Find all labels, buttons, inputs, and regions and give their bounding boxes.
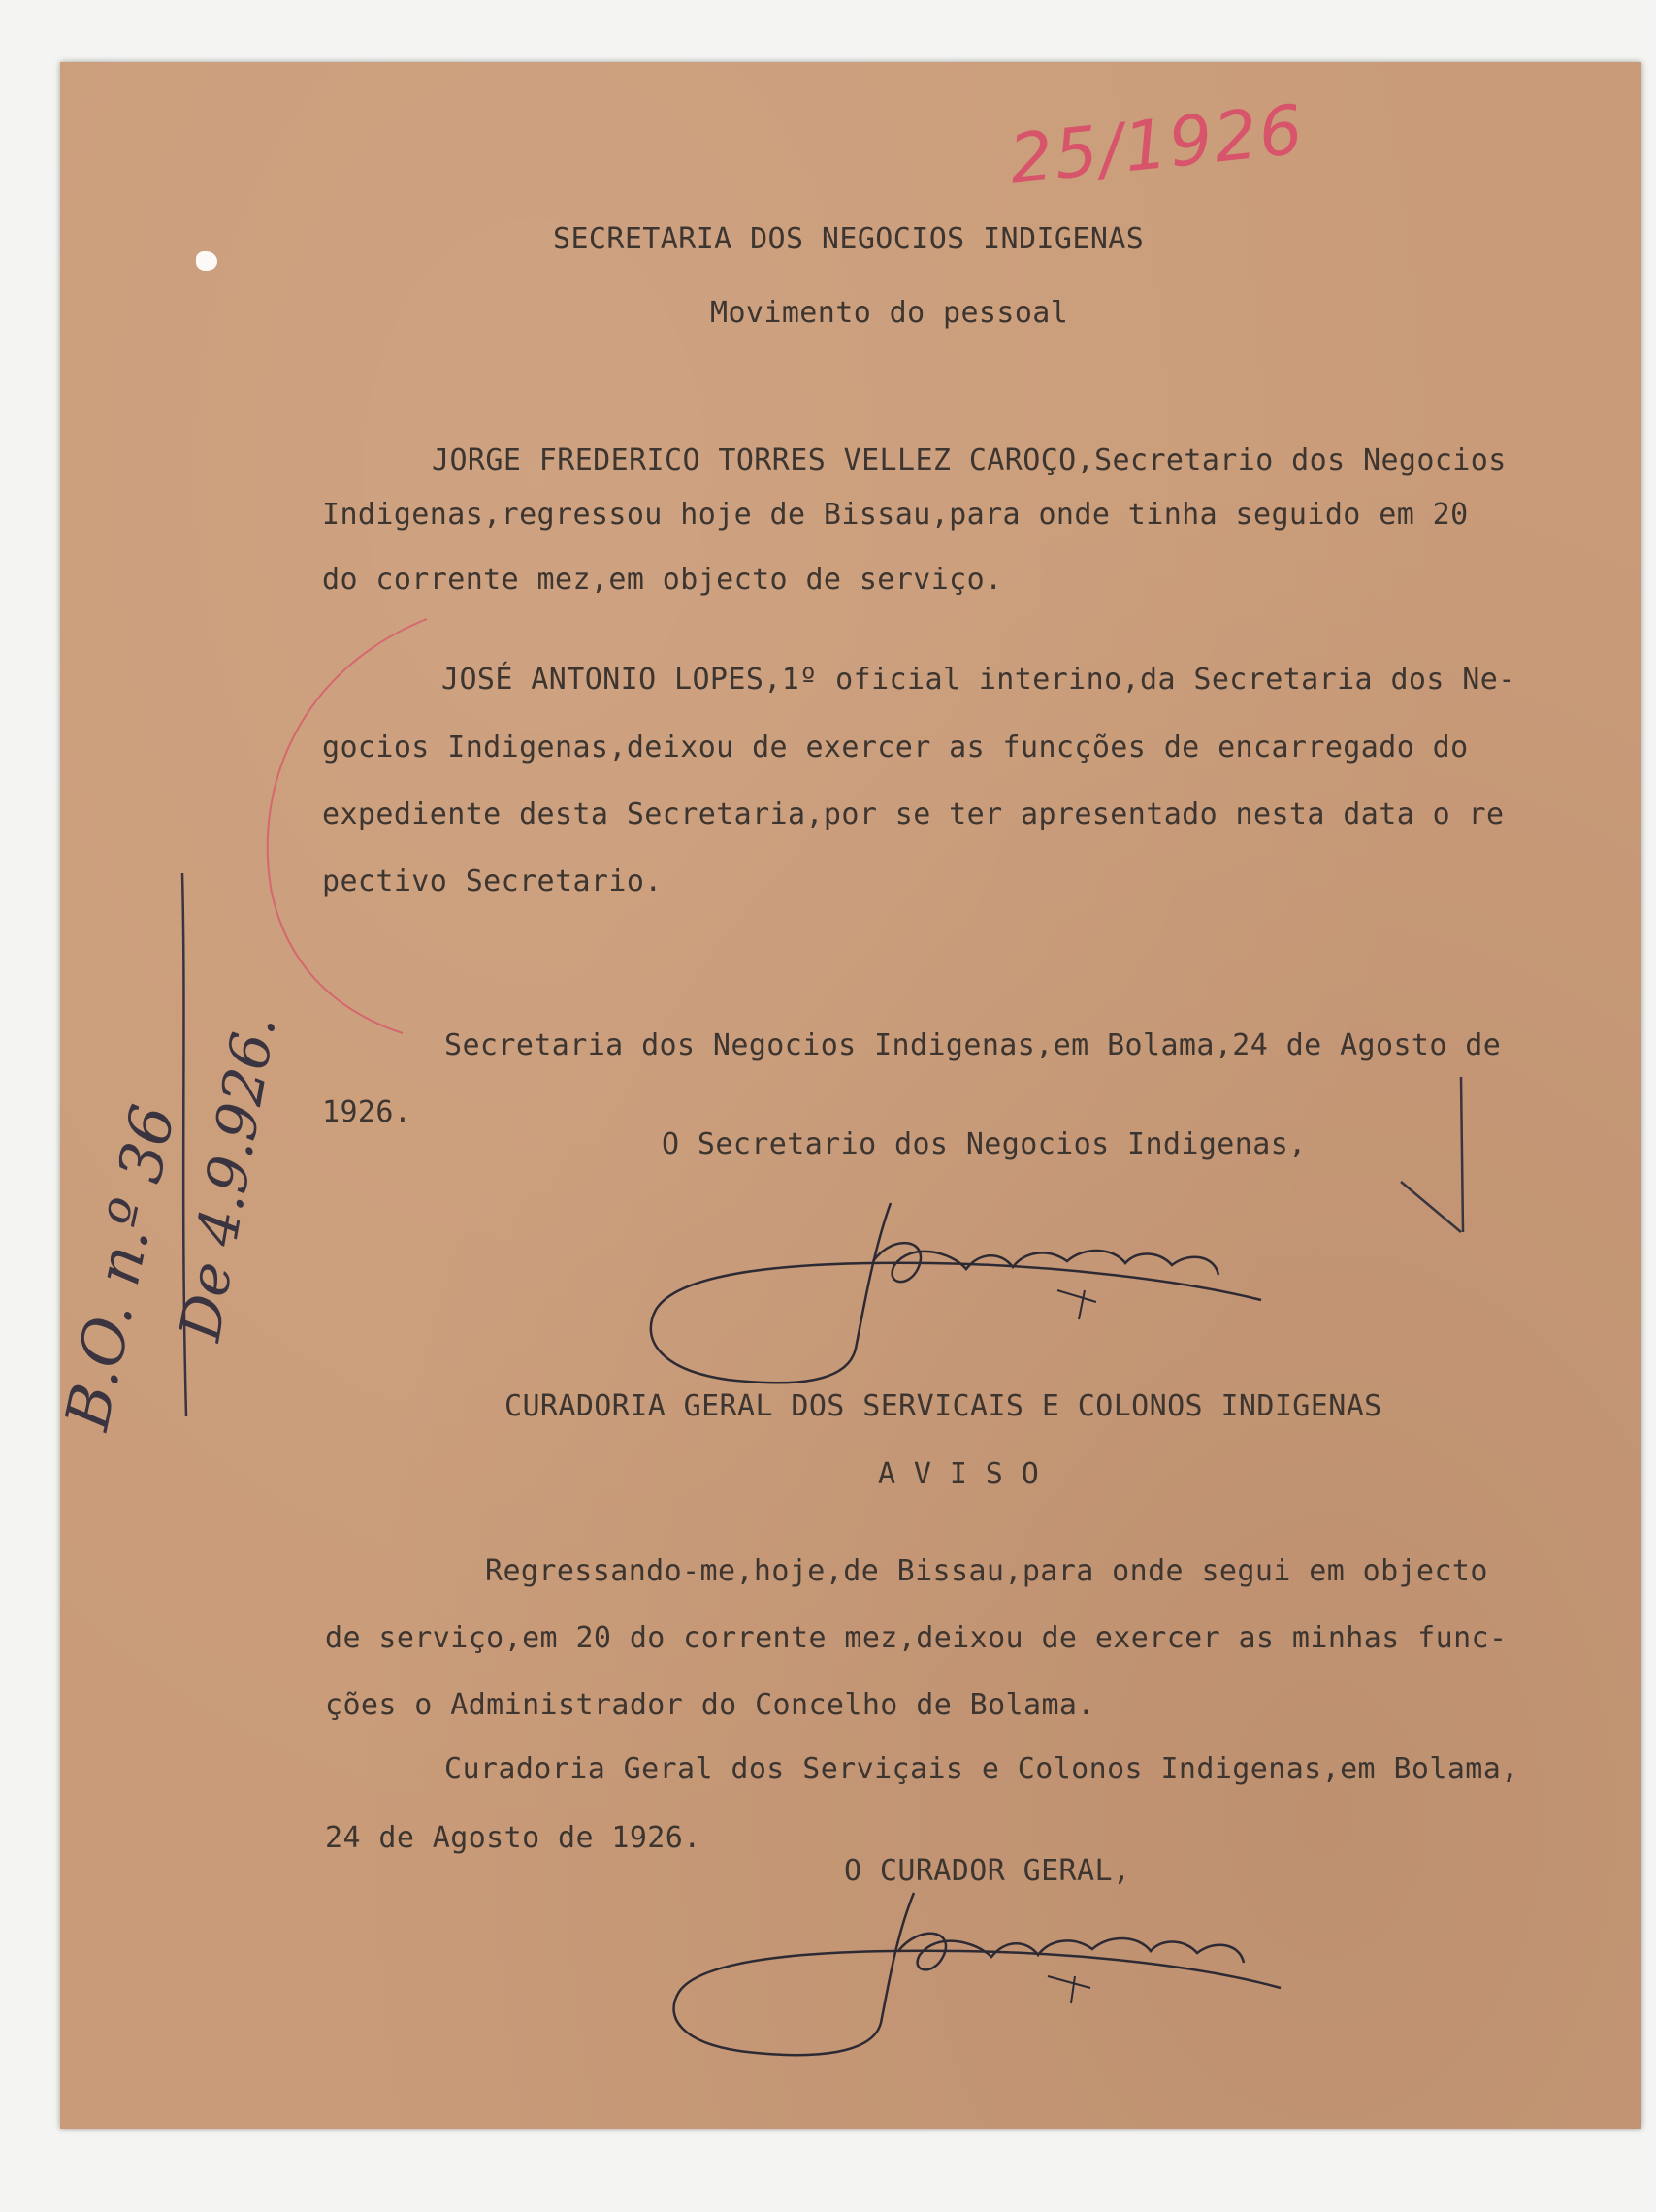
pen-check-mark — [1397, 1077, 1475, 1242]
section2-para1-line1: Regressando-me,hoje,de Bissau,para onde segui em objecto — [485, 1554, 1488, 1588]
section1-para1-line1: JORGE FREDERICO TORRES VELLEZ CAROÇO,Secretario dos Negocios — [432, 443, 1507, 477]
signature-curador — [660, 1887, 1300, 2062]
section2-date-line2: 24 de Agosto de 1926. — [325, 1821, 701, 1855]
section2-subheader: A V I S O — [878, 1457, 1040, 1491]
section1-para2-line2: gocios Indigenas,deixou de exercer as funcções de encarregado do — [322, 731, 1469, 764]
section1-para2-line4: pectivo Secretario. — [322, 864, 663, 898]
section1-date-line2: 1926. — [322, 1095, 412, 1129]
section1-signatory-title: O Secretario dos Negocios Indigenas, — [662, 1127, 1307, 1161]
section2-para1-line3: ções o Administrador do Concelho de Bolama. — [325, 1688, 1095, 1722]
section1-para2-line3: expediente desta Secretaria,por se ter apresentado nesta data o re — [322, 797, 1505, 831]
section2-para1-line2: de serviço,em 20 do corrente mez,deixou de exercer as minhas func- — [325, 1621, 1508, 1655]
side-reference-bulletin: B.O. n.º 36 — [50, 1098, 189, 1436]
section1-para2-line1: JOSÉ ANTONIO LOPES,1º oficial interino,da Secretaria dos Ne- — [441, 663, 1516, 697]
section1-subheader: Movimento do pessoal — [710, 296, 1069, 330]
paper-hole — [196, 251, 217, 271]
section1-para1-line3: do corrente mez,em objecto de serviço. — [322, 563, 1003, 597]
section1-para1-line2: Indigenas,regressou hoje de Bissau,para onde tinha seguido em 20 — [322, 498, 1469, 532]
section1-date-line1: Secretaria dos Negocios Indigenas,em Bolama,24 de Agosto de — [444, 1028, 1502, 1062]
side-reference-date: De 4.9.926. — [166, 1010, 289, 1346]
archive-number-annotation: 25/1926 — [1005, 89, 1309, 200]
section1-header: SECRETARIA DOS NEGOCIOS INDIGENAS — [553, 222, 1145, 256]
section2-header: CURADORIA GERAL DOS SERVICAIS E COLONOS INDIGENAS — [504, 1389, 1382, 1423]
signature-secretario — [640, 1193, 1281, 1387]
section2-date-line1: Curadoria Geral dos Serviçais e Colonos Indigenas,em Bolama, — [444, 1752, 1519, 1786]
section2-signatory-title: O CURADOR GERAL, — [844, 1854, 1131, 1888]
